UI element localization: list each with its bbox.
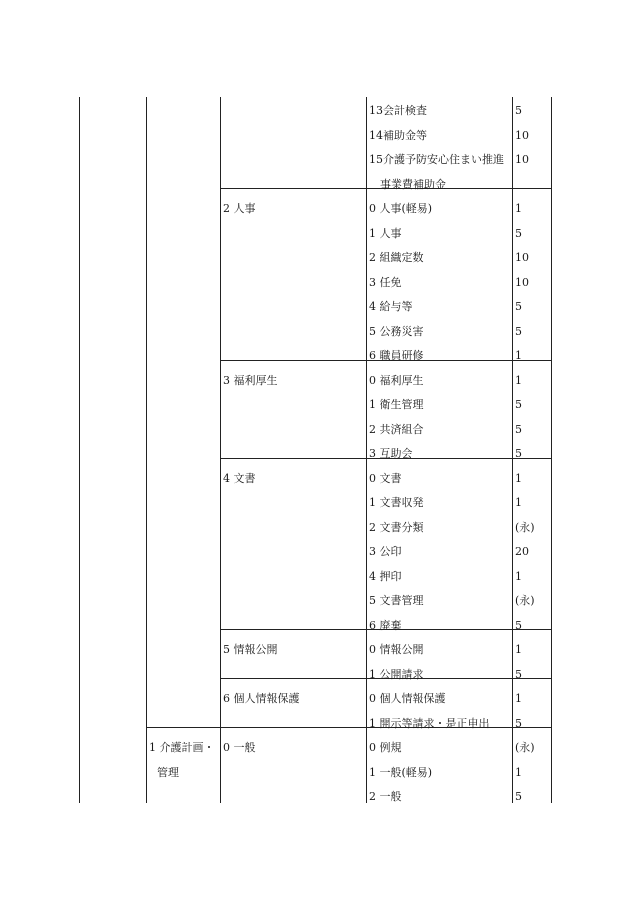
cell-period: 5: [515, 717, 522, 730]
cell-period: (永): [515, 521, 535, 534]
cell-l4: 1 開示等請求・是正申出: [369, 717, 490, 730]
cell-l4: 15介護予防安心住まい推進: [369, 153, 504, 166]
cell-period: 5: [515, 227, 522, 240]
cell-l3: 4 文書: [223, 472, 256, 485]
cell-period: 5: [515, 300, 522, 313]
cell-l4: 2 共済組合: [369, 423, 424, 436]
column-rule: [79, 97, 80, 803]
cell-period: 5: [515, 398, 522, 411]
column-rule: [220, 97, 221, 803]
cell-period: 10: [515, 129, 529, 142]
cell-l4: 5 公務災害: [369, 325, 424, 338]
cell-l4: 1 文書収発: [369, 496, 424, 509]
row-rule: [146, 727, 552, 728]
cell-l4: 3 任免: [369, 276, 402, 289]
cell-period: 1: [515, 349, 522, 362]
cell-period: 1: [515, 766, 522, 779]
cell-l4: 2 組織定数: [369, 251, 424, 264]
cell-period: 1: [515, 643, 522, 656]
cell-l3: 0 一般: [223, 741, 256, 754]
cell-l2: 管理: [157, 766, 179, 779]
column-rule: [512, 97, 513, 803]
cell-period: 5: [515, 668, 522, 681]
cell-l4: 3 公印: [369, 545, 402, 558]
cell-period: 1: [515, 202, 522, 215]
cell-period: 5: [515, 104, 522, 117]
cell-l4: 1 人事: [369, 227, 402, 240]
cell-l4: 6 廃棄: [369, 619, 402, 632]
column-rule: [146, 97, 147, 803]
cell-period: 20: [515, 545, 529, 558]
cell-l4: 14補助金等: [369, 129, 427, 142]
cell-l3: 6 個人情報保護: [223, 692, 300, 705]
cell-l4: 0 文書: [369, 472, 402, 485]
cell-period: (永): [515, 594, 535, 607]
cell-l2: 1 介護計画・: [149, 741, 215, 754]
cell-l4: 0 人事(軽易): [369, 202, 433, 215]
cell-period: (永): [515, 741, 535, 754]
cell-l4: 5 文書管理: [369, 594, 424, 607]
cell-period: 1: [515, 692, 522, 705]
cell-l4: 13会計検査: [369, 104, 427, 117]
cell-l4: 0 例規: [369, 741, 402, 754]
cell-period: 10: [515, 251, 529, 264]
cell-period: 1: [515, 374, 522, 387]
cell-l4: 4 給与等: [369, 300, 413, 313]
cell-l3: 2 人事: [223, 202, 256, 215]
column-rule: [366, 97, 367, 803]
cell-period: 5: [515, 619, 522, 632]
cell-period: 5: [515, 423, 522, 436]
cell-period: 5: [515, 790, 522, 803]
cell-l4: 2 一般: [369, 790, 402, 803]
cell-l4: 0 情報公開: [369, 643, 424, 656]
cell-l4: 3 互助会: [369, 447, 413, 460]
cell-l4: 1 一般(軽易): [369, 766, 433, 779]
column-rule: [551, 97, 552, 803]
cell-l4: 0 個人情報保護: [369, 692, 446, 705]
cell-period: 1: [515, 570, 522, 583]
cell-period: 10: [515, 153, 529, 166]
cell-period: 1: [515, 472, 522, 485]
cell-l4: 4 押印: [369, 570, 402, 583]
cell-l4: 0 福利厚生: [369, 374, 424, 387]
cell-l3: 3 福利厚生: [223, 374, 278, 387]
cell-l3: 5 情報公開: [223, 643, 278, 656]
cell-period: 5: [515, 325, 522, 338]
cell-l4: 事業費補助金: [380, 178, 446, 191]
cell-l4: 1 公開請求: [369, 668, 424, 681]
cell-period: 5: [515, 447, 522, 460]
cell-period: 10: [515, 276, 529, 289]
cell-l4: 6 職員研修: [369, 349, 424, 362]
cell-l4: 2 文書分類: [369, 521, 424, 534]
cell-period: 1: [515, 496, 522, 509]
cell-l4: 1 衛生管理: [369, 398, 424, 411]
